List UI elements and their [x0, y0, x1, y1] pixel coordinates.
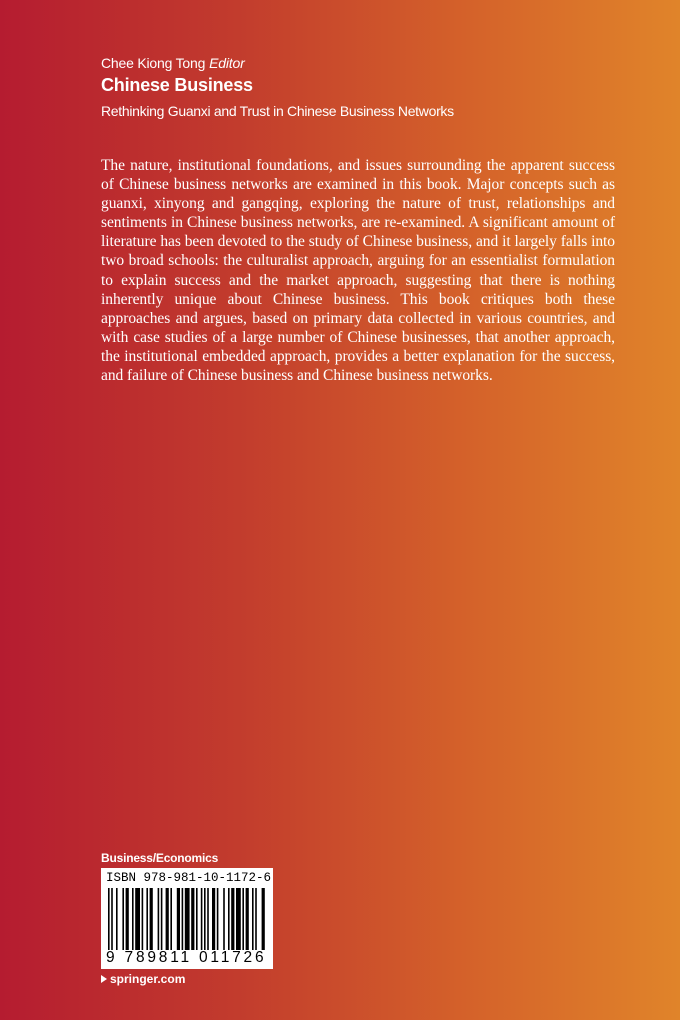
author-name: Chee Kiong Tong: [101, 55, 206, 71]
arrow-right-icon: [101, 975, 107, 983]
book-description: The nature, institutional foundations, and issues surrounding the apparent success of Chinese business networks are examined in this book. Major concepts such as guanxi, xinyong and gangqing, exploring the nature of trust, relationships and sentiments in Chinese business networks, are re-examined. A significant amount of literature has been devoted to the study of Chinese business, and it largely falls into two broad schools: the culturalist approach, arguing for an essentialist formulation to explain success and the market approach, suggesting that there is nothing inherently unique about Chinese business. This book critiques both these approaches and argues, based on primary data collected in various countries, and with case studies of a large number of Chinese businesses, that another approach, the institutional embedded approach, provides a better explanation for the success, and failure of Chinese business and Chinese business networks.: [101, 157, 615, 385]
author-role: Editor: [209, 55, 245, 71]
subject-category: Business/Economics: [101, 851, 219, 865]
barcode-image: [106, 888, 268, 950]
book-title: Chinese Business: [101, 75, 253, 95]
publisher-link[interactable]: [101, 972, 185, 986]
cover-header: [101, 54, 661, 120]
book-subtitle: Rethinking Guanxi and Trust in Chinese Business Networks: [101, 103, 454, 119]
ean-number: 9 789811 011726: [106, 949, 267, 966]
author-line: [101, 54, 661, 72]
isbn-number: ISBN 978-981-10-1172-6: [106, 871, 272, 885]
publisher-website: springer.com: [110, 972, 186, 986]
isbn-barcode-box: [101, 868, 273, 969]
